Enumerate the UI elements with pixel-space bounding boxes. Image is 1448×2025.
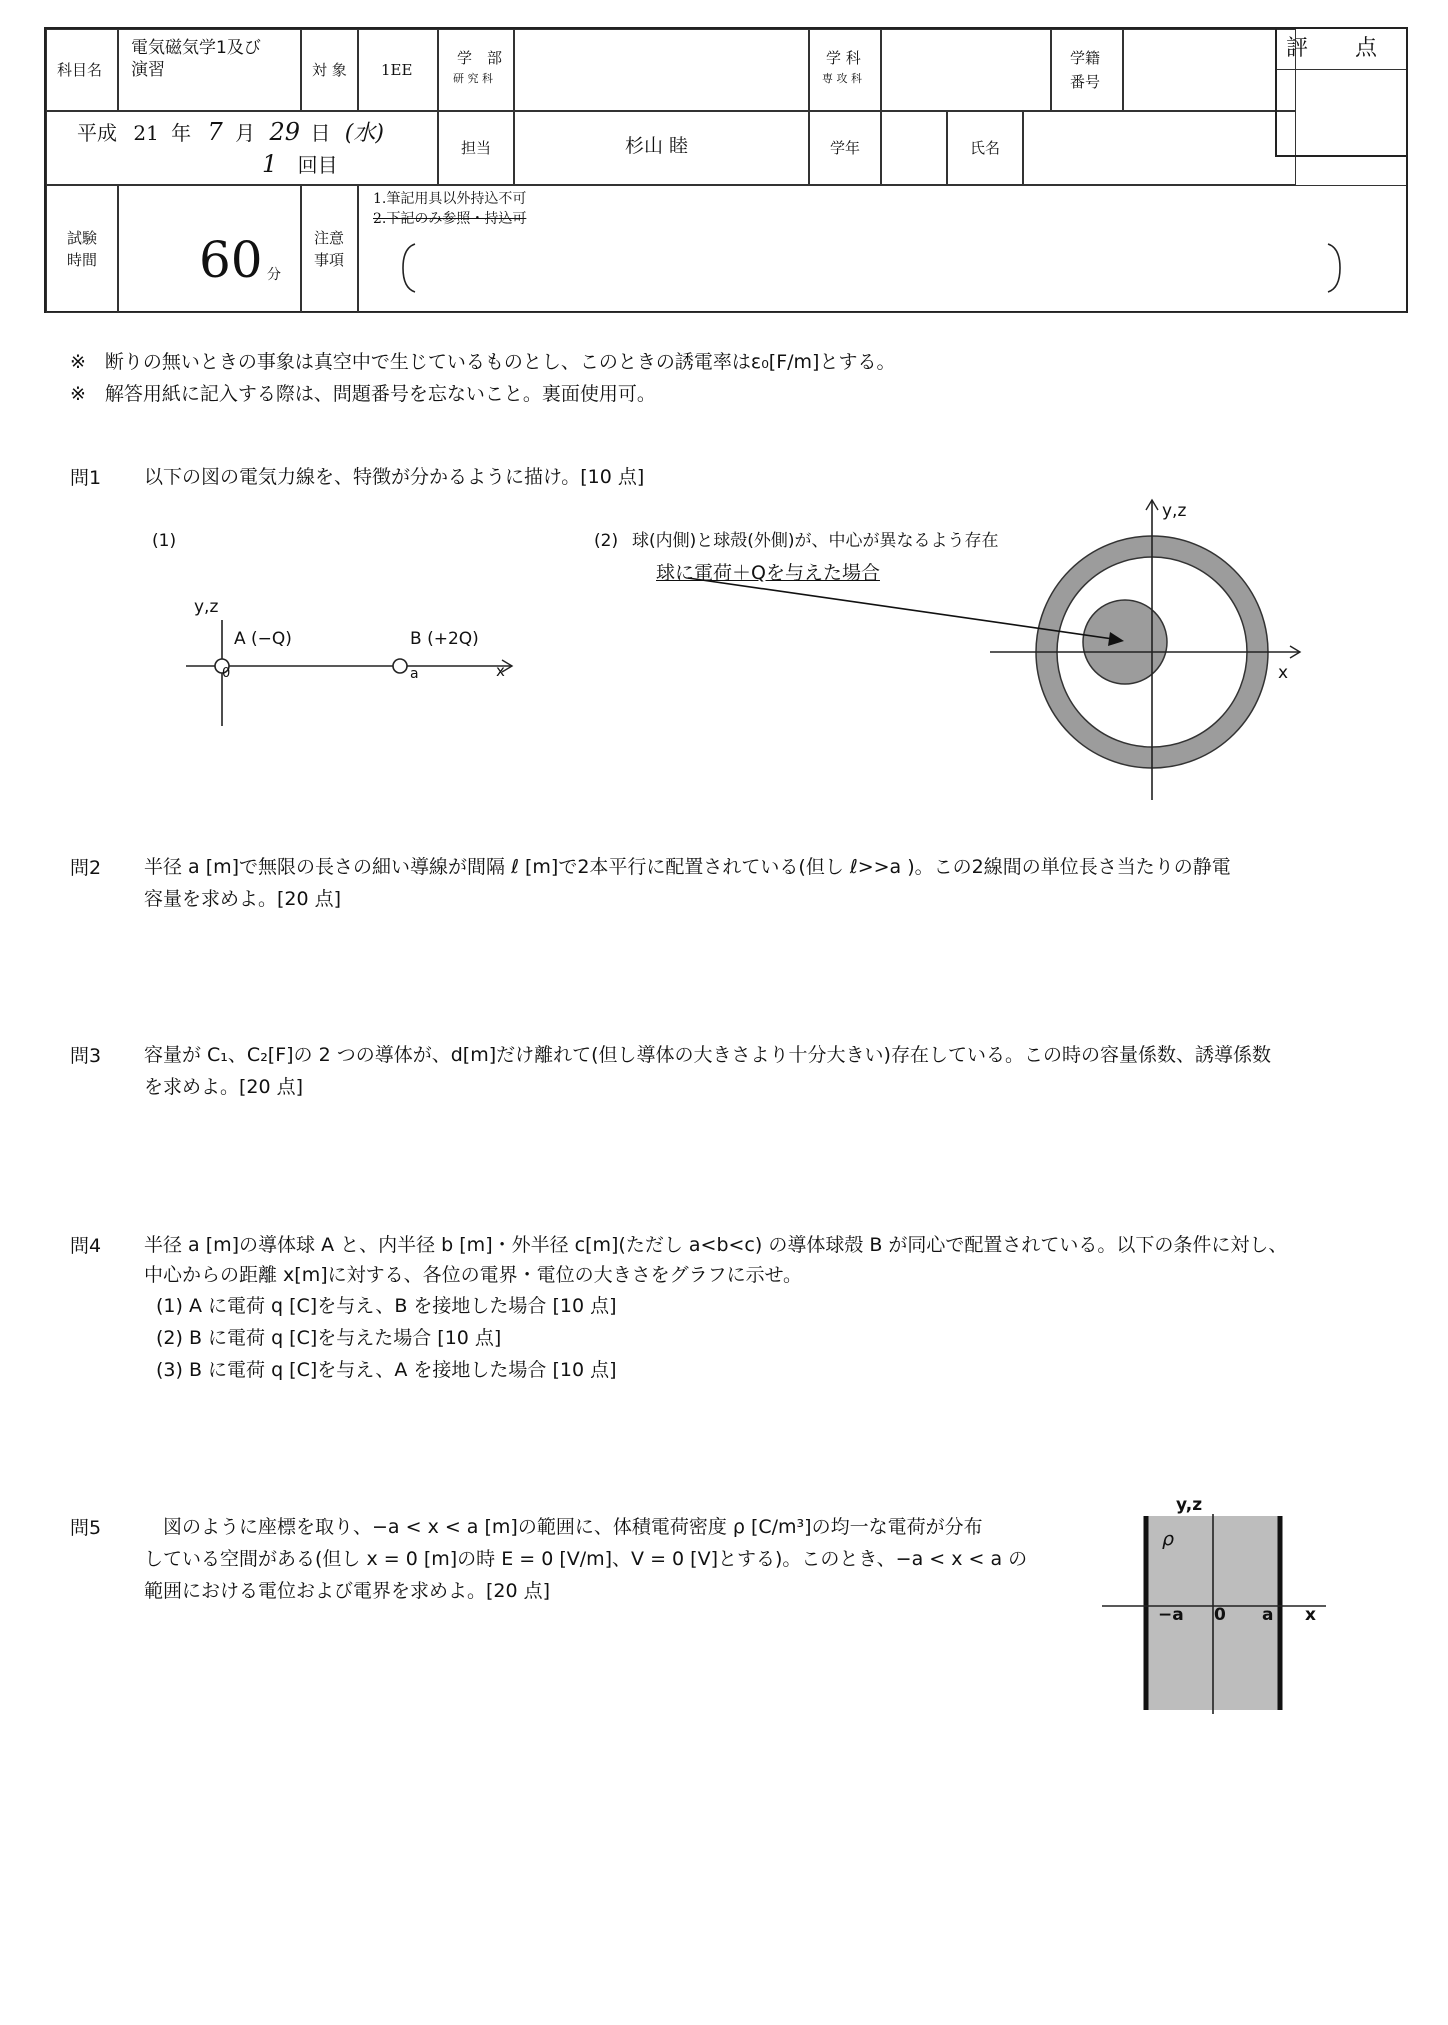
q3-number: 問3 [70, 1045, 102, 1067]
q2-line2: 容量を求めよ。[20 点] [144, 888, 342, 910]
faculty-label-cell [438, 29, 514, 111]
q4-number: 問4 [70, 1235, 102, 1257]
notes-label-line2: 事項 [314, 251, 345, 269]
target-value-cell [358, 29, 438, 111]
notes-label-line1: 注意 [314, 229, 345, 247]
q1-part2-text1: 球(内側)と球殻(外側)が、中心が異なるよう存在 [632, 531, 999, 551]
time-label-cell [46, 185, 118, 313]
q1-charge-a-label: A (−Q) [234, 629, 292, 649]
faculty-label-bottom: 研 究 科 [453, 72, 493, 85]
q4-sub3: (3) B に電荷 q [C]を与え、A を接地した場合 [10 点] [156, 1359, 617, 1381]
note-line-1: ※ 断りの無いときの事象は真空中で生じているものとし、このときの誘電率はε₀[F/m]とする。 [70, 351, 896, 373]
date-year: 21 [133, 121, 159, 145]
q4-line1: 半径 a [m]の導体球 A と、内半径 b [m]・外半径 c[m](ただし a<b<c) の導体球殻 B が同心で配置されている。以下の条件に対し、 [144, 1234, 1288, 1256]
q5-line3: 範囲における電位および電界を求めよ。[20 点] [144, 1580, 551, 1602]
left-bracket-icon [399, 242, 419, 294]
q1-part2-label: (2) [594, 531, 619, 551]
q5-neg-a: −a [1158, 1605, 1184, 1625]
name-value-cell[interactable] [1023, 111, 1296, 185]
exam-header-table [44, 27, 1408, 313]
round-value: 1 [262, 150, 278, 178]
name-label: 氏名 [970, 139, 1001, 157]
grade-label: 学年 [830, 139, 861, 157]
target-value: 1EE [381, 61, 413, 79]
faculty-value-cell[interactable] [514, 29, 809, 111]
subject-label: 科目名 [57, 61, 103, 79]
grade-label-cell [809, 111, 881, 185]
q1-number: 問1 [70, 467, 102, 489]
score-box [1275, 27, 1408, 157]
date-day: 29 [269, 118, 301, 146]
q3-line1: 容量が C₁、C₂[F]の 2 つの導体が、d[m]だけ離れて(但し導体の大きさより十分大きい)存在している。この時の容量係数、誘導係数 [144, 1044, 1271, 1066]
q2-line1: 半径 a [m]で無限の長さの細い導線が間隔 ℓ [m]で2本平行に配置されている(但し ℓ>>a )。この2線間の単位長さ当たりの静電 [144, 856, 1231, 878]
notes-line1: 1.筆記用具以外持込不可 [373, 191, 527, 207]
date-month: 7 [207, 118, 223, 146]
time-value-cell [118, 185, 301, 313]
notes-line2: 2.下記のみ参照・持込可 [373, 211, 527, 227]
subject-value-line2: 演習 [131, 60, 165, 80]
subject-value-cell [118, 29, 301, 111]
dept-label-bottom: 専 攻 科 [822, 72, 862, 85]
instructor-value-cell [514, 111, 809, 185]
charge-b-circle [393, 659, 407, 673]
instructor-value: 杉山 睦 [625, 135, 689, 157]
name-label-cell [947, 111, 1023, 185]
q1-part2-axis-y: y,z [1162, 501, 1187, 521]
q5-rho: ρ [1162, 1528, 1175, 1550]
q5-number: 問5 [70, 1517, 102, 1539]
date-prefix: 平成 [77, 121, 117, 145]
q1-text: 以下の図の電気力線を、特徴が分かるように描け。[10 点] [144, 466, 645, 488]
q4-line2: 中心からの距離 x[m]に対する、各位の電界・電位の大きさをグラフに示せ。 [144, 1264, 803, 1286]
subject-value-line1: 電気磁気学1及び [131, 38, 261, 58]
round-label: 回目 [297, 153, 338, 177]
q1-origin-label: 0 [222, 666, 231, 681]
q5-axis-x: x [1305, 1605, 1316, 1625]
grade-value-cell[interactable] [881, 111, 947, 185]
target-label: 対 象 [312, 61, 347, 79]
q1-a-label: a [410, 666, 419, 682]
faculty-label-top: 学 部 [457, 49, 503, 67]
q4-sub1: (1) A に電荷 q [C]を与え、B を接地した場合 [10 点] [156, 1295, 617, 1317]
q5-a: a [1262, 1605, 1274, 1625]
round-line [262, 150, 338, 179]
date-cell [46, 111, 438, 185]
instructor-label-cell [438, 111, 514, 185]
q1-part1-label: (1) [152, 531, 177, 551]
student-no-label-bottom: 番号 [1070, 73, 1101, 91]
q1-part1-axis-y: y,z [194, 597, 219, 617]
target-label-cell [301, 29, 358, 111]
date-line [77, 118, 384, 148]
q2-number: 問2 [70, 857, 102, 879]
q1-part1-figure [180, 590, 530, 740]
notes-label-cell [301, 185, 358, 313]
q5-line2: している空間がある(但し x = 0 [m]の時 E = 0 [V/m]、V = 0 [V]とする)。このとき、−a < x < a の [144, 1548, 1028, 1570]
right-bracket-icon [1324, 242, 1344, 294]
date-year-unit: 年 [171, 121, 192, 145]
q1-part2-axis-x: x [1278, 663, 1289, 683]
date-day-unit: 日 [310, 121, 331, 145]
q1-charge-b-label: B (+2Q) [410, 629, 479, 649]
q5-zero: 0 [1214, 1605, 1226, 1625]
q1-part2-text2: 球に電荷＋Qを与えた場合 [656, 562, 880, 584]
date-weekday: (水) [344, 121, 384, 146]
subject-label-cell [46, 29, 118, 111]
q3-line2: を求めよ。[20 点] [144, 1076, 304, 1098]
dept-value-cell[interactable] [881, 29, 1051, 111]
date-month-unit: 月 [235, 121, 256, 145]
q1-part2-figure [640, 490, 1320, 810]
student-no-value-cell[interactable] [1123, 29, 1296, 111]
dept-label-cell [809, 29, 881, 111]
note-line-2: ※ 解答用紙に記入する際は、問題番号を忘ないこと。裏面使用可。 [70, 383, 656, 405]
instructor-label: 担当 [461, 139, 492, 157]
time-unit: 分 [267, 267, 281, 283]
notes-value-cell [358, 185, 1406, 313]
time-label-line2: 時間 [67, 251, 98, 269]
student-no-label-cell [1051, 29, 1123, 111]
score-label: 評 点 [1277, 29, 1406, 70]
time-label-line1: 試験 [67, 229, 98, 247]
q5-axis-y: y,z [1176, 1495, 1203, 1515]
q1-part1-axis-x: x [496, 662, 505, 680]
inner-sphere [1083, 600, 1167, 684]
time-value: 60 [199, 231, 263, 289]
q4-sub2: (2) B に電荷 q [C]を与えた場合 [10 点] [156, 1327, 502, 1349]
dept-label-top: 学 科 [826, 49, 861, 67]
q5-line1: 図のように座標を取り、−a < x < a [m]の範囲に、体積電荷密度 ρ [C/m³]の均一な電荷が分布 [144, 1516, 983, 1538]
student-no-label-top: 学籍 [1070, 49, 1101, 67]
